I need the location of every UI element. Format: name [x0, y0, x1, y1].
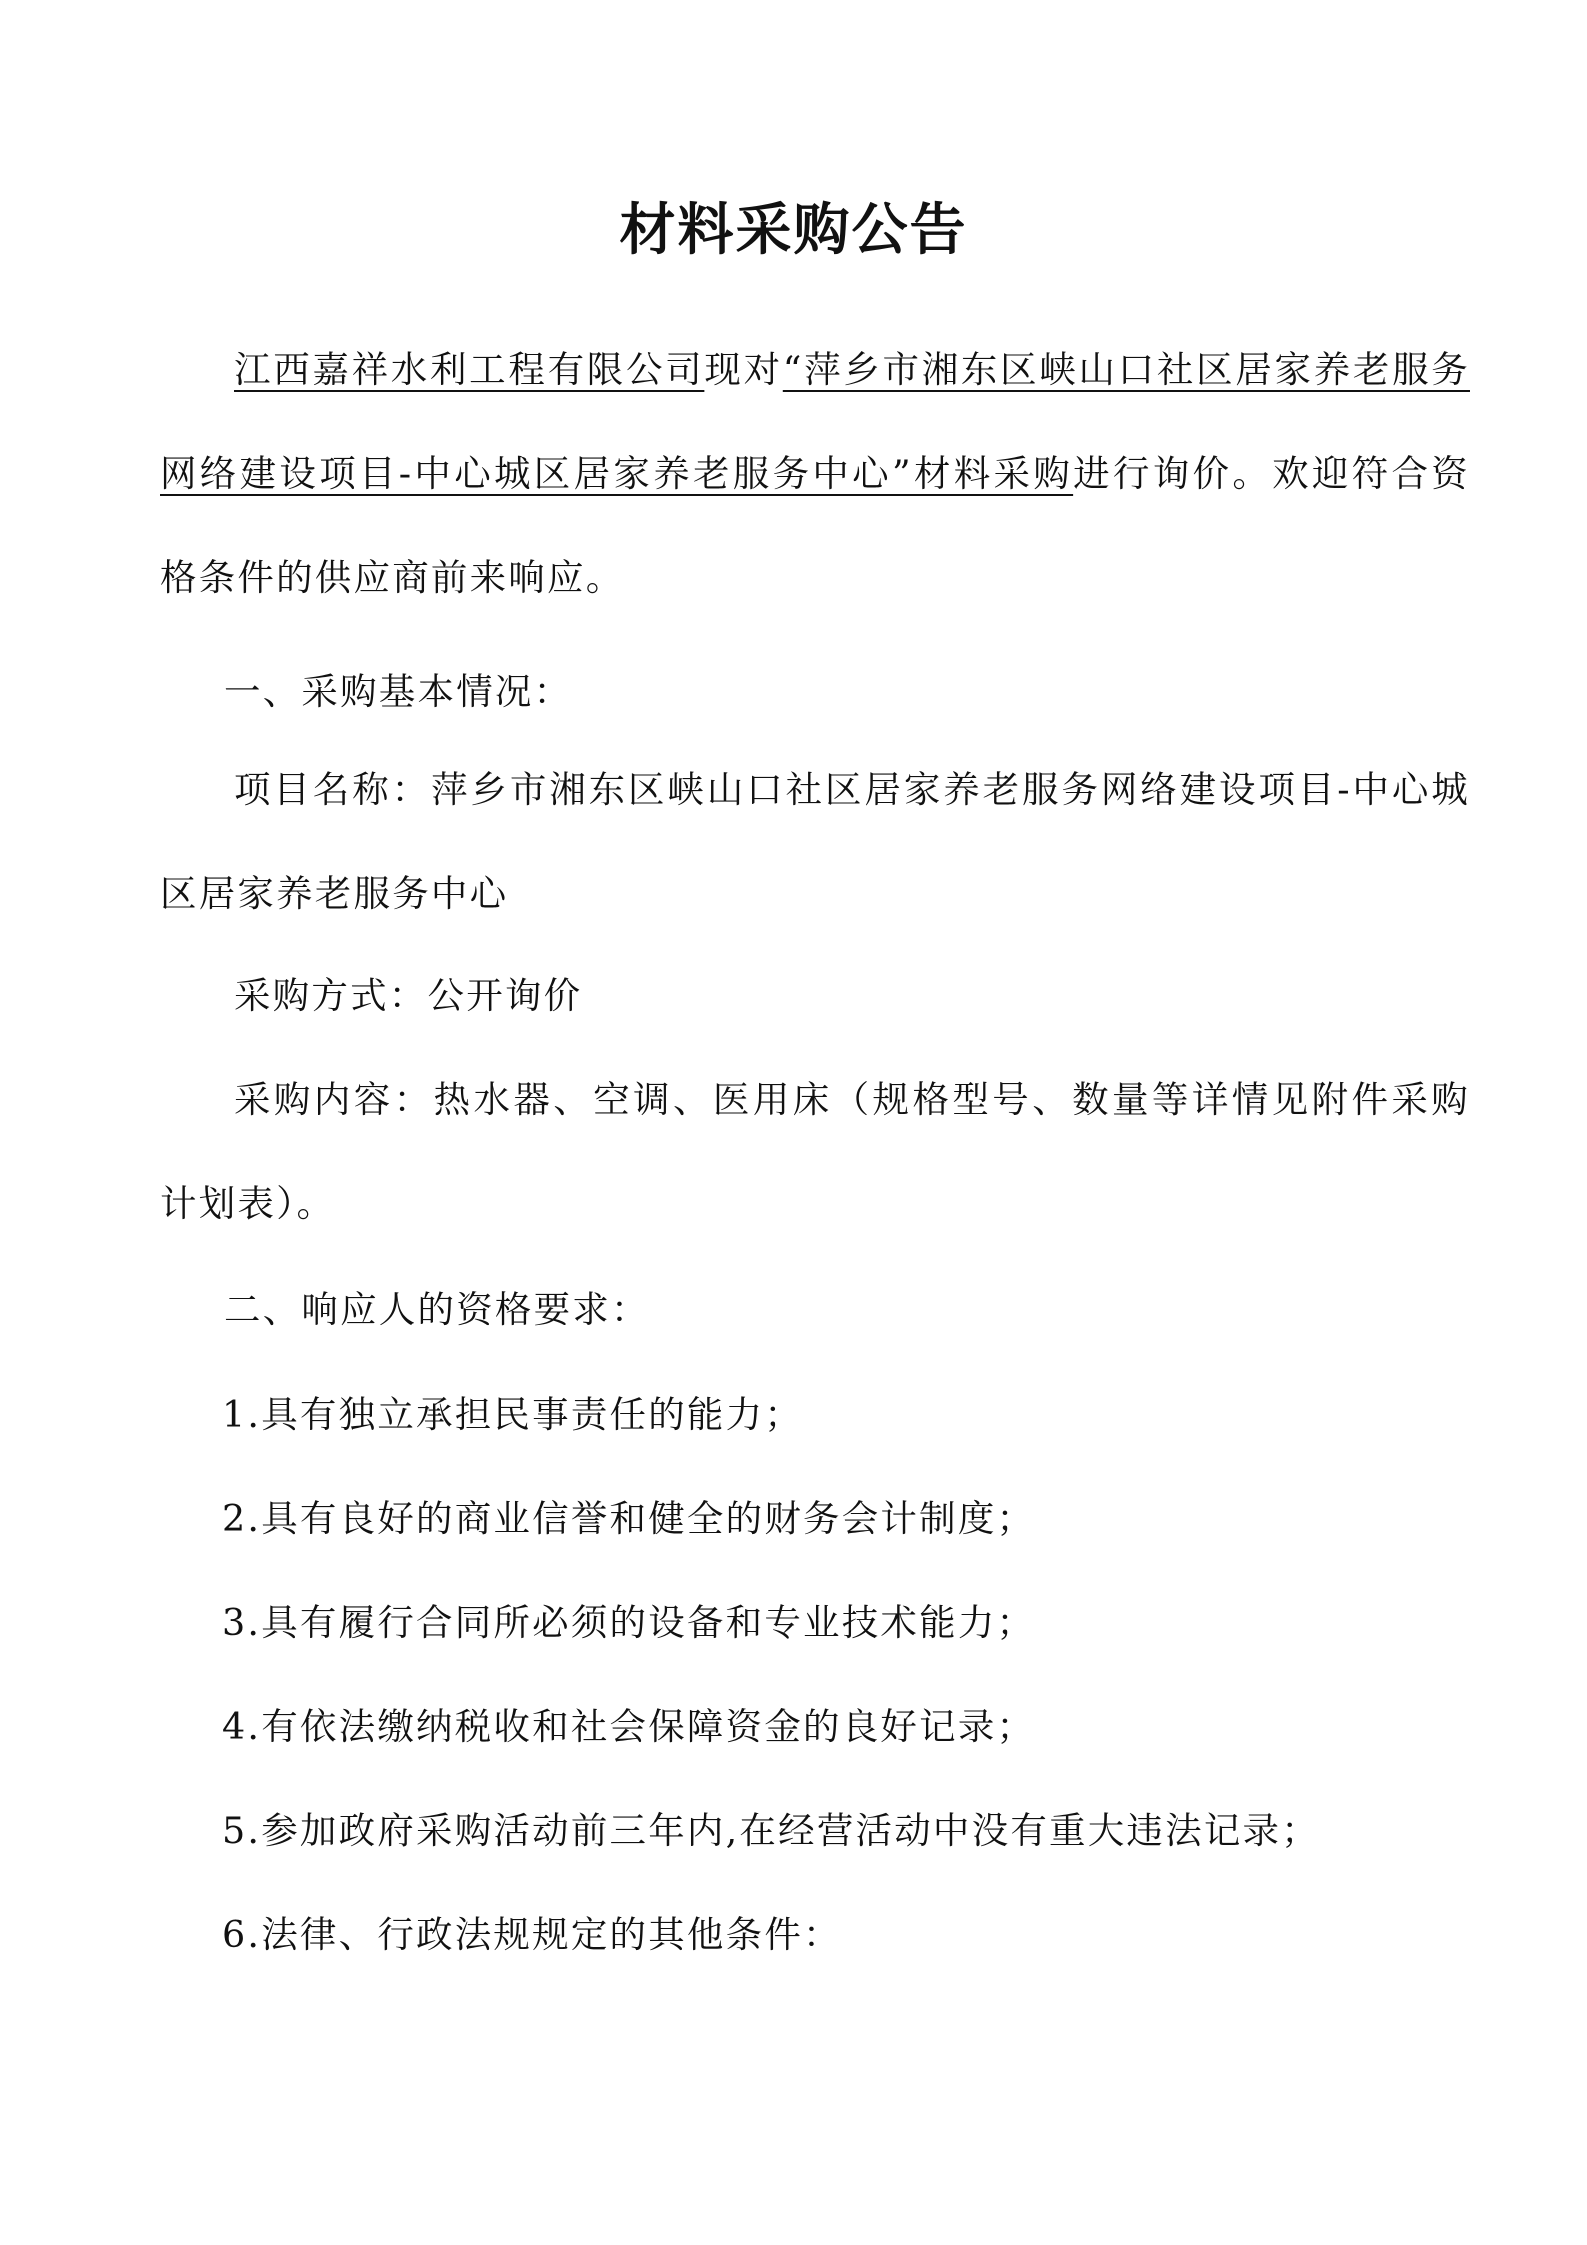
- section-2-heading: 二、响应人的资格要求：: [224, 1288, 650, 1331]
- requirement-item: 5.参加政府采购活动前三年内,在经营活动中没有重大违法记录；: [222, 1809, 1320, 1852]
- company-name: 江西嘉祥水利工程有限公司: [234, 348, 705, 391]
- project-title-quoted: “萍乡市湘东区峡山口社区居家养老服务网络建设项目-中心城区居家养老服务中心”材料采购: [160, 348, 1470, 495]
- requirement-item: 4.有依法缴纳税收和社会保障资金的良好记录；: [222, 1705, 1036, 1748]
- procurement-content-paragraph: 采购内容：热水器、空调、医用床（规格型号、数量等详情见附件采购计划表）。: [160, 1078, 1470, 1225]
- requirement-item: 2.具有良好的商业信誉和健全的财务会计制度；: [222, 1497, 1036, 1540]
- intro-text-2: 进行询价。欢迎符合资格条件的供应商前来响应。: [160, 452, 1470, 599]
- procurement-method: 采购方式：公开询价: [234, 974, 583, 1017]
- requirement-item: 1.具有独立承担民事责任的能力；: [222, 1393, 804, 1436]
- requirement-item: 3.具有履行合同所必须的设备和专业技术能力；: [222, 1601, 1036, 1644]
- requirement-item: 6.法律、行政法规规定的其他条件：: [222, 1913, 842, 1956]
- intro-paragraph: [160, 318, 1470, 630]
- project-name-paragraph: 项目名称：萍乡市湘东区峡山口社区居家养老服务网络建设项目-中心城区居家养老服务中心: [160, 768, 1470, 915]
- intro-text-1: 现对: [704, 348, 783, 391]
- section-1-heading: 一、采购基本情况：: [224, 670, 573, 713]
- document-title: 材料采购公告: [619, 198, 968, 263]
